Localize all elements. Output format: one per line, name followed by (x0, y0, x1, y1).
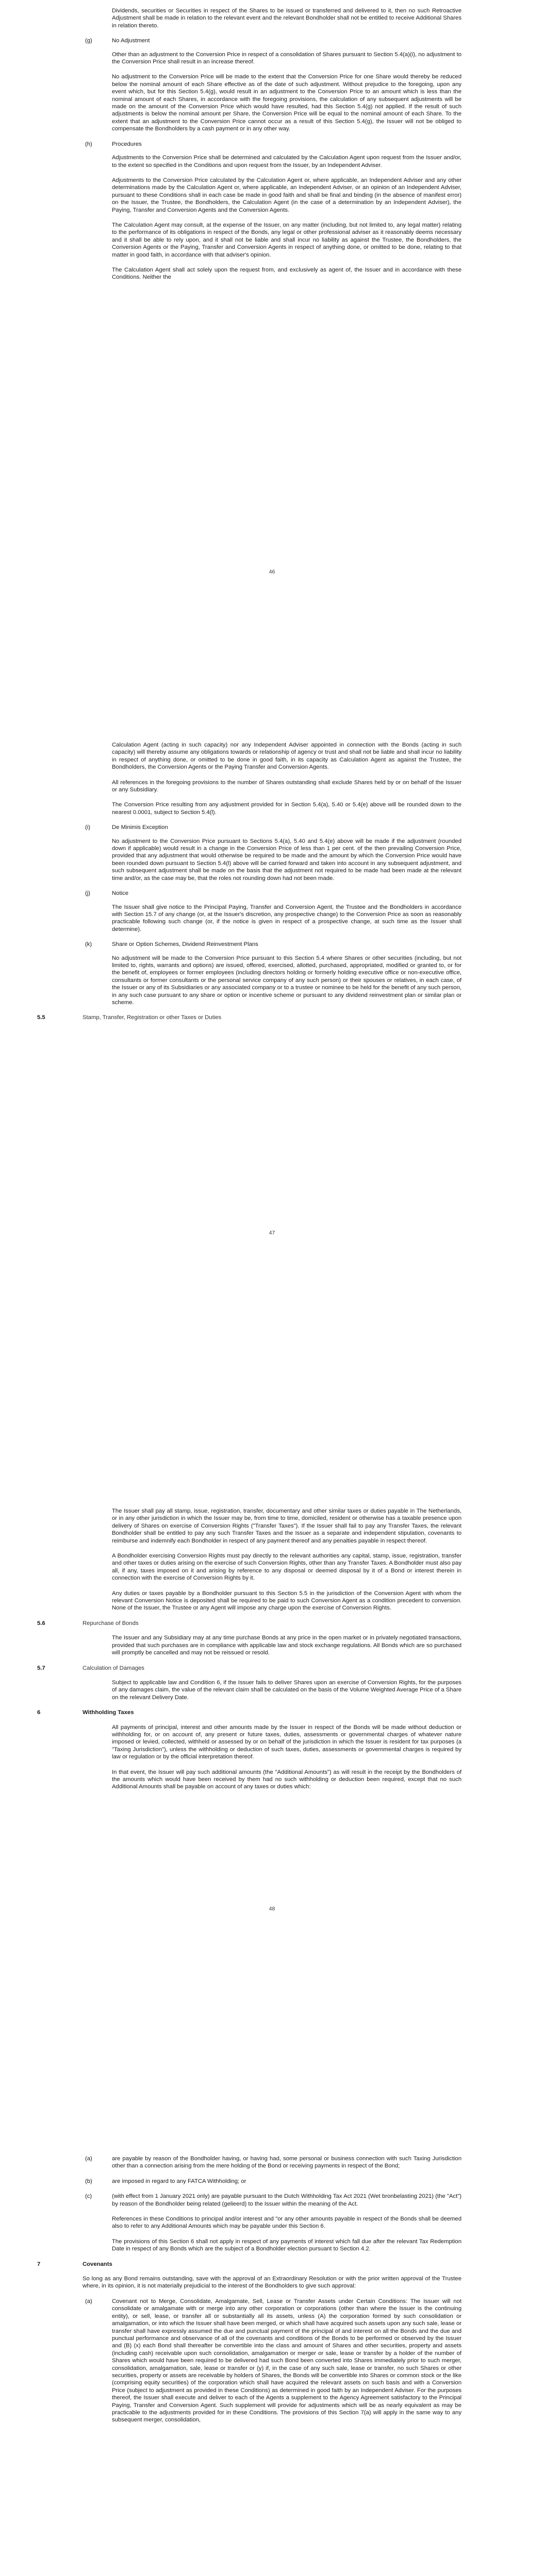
document-page-47 (0, 703, 544, 1406)
clause-title: Procedures (112, 141, 142, 147)
section-title: Stamp, Transfer, Registration or other Taxes or Duties (83, 1014, 222, 1021)
paragraph: The Calculation Agent shall act solely upon the request from, and exclusively as agent of, the Issuer and in accordance with these Conditions. Neither the (112, 266, 461, 281)
paragraph: Any duties or taxes payable by a Bondholder pursuant to this Section 5.5 in the jurisdiction of the Conversion Agent with whom the relevant Conversion Notice is deposited shall be required to be paid to such Conversion Agent as a condition precedent to conversion. None of the Issuer, the Trustee or any Agent will impose any charge upon the exercise of Conversion Rights. (112, 1590, 461, 1612)
section-number: 5.7 (37, 1665, 45, 1671)
paragraph: Adjustments to the Conversion Price calculated by the Calculation Agent or, where applicable, an Independent Adviser and any other determinations made by the Calculation Agent or, where applicable, an Independent Adviser, or an opinion of an Independent Adviser, pursuant to these Conditions shall in each case be made in good faith and shall be final and binding (in the absence of manifest error) on the Issuer, the Trustee, the Bondholders, the Calculation Agent (in the case of a determination by an Independent Adviser), the Paying, Transfer and Conversion Agents and the Conversion Agents. (112, 177, 461, 213)
paragraph: Other than an adjustment to the Conversion Price in respect of a consolidation of Shares pursuant to Section 5.4(a)(i), no adjustment to the Conversion Price shall result in an increase thereof. (112, 51, 461, 65)
clause-title: Share or Option Schemes, Dividend Reinvestment Plans (112, 941, 258, 948)
paragraph: All payments of principal, interest and other amounts made by the Issuer in respect of the Bonds will be made without deduction or withholding for, or on account of, any present or future taxes, duties, assessments or governmental charges of whatever nature imposed or levied, collected, withheld or assessed by or on behalf of the jurisdiction in which the Issuer is resident for tax purposes (a "Taxing Jurisdiction"), unless the withholding or deduction of such taxes, duties, assessments or governmental charges is required by law or regulation or by the official interpretation thereof. (112, 1724, 461, 1760)
clause-marker: (i) (85, 824, 91, 831)
paragraph: Subject to applicable law and Condition 6, if the Issuer fails to deliver Shares upon an exercise of Conversion Rights, for the purposes of any damages claim, the value of the relevant claim shall be calculated on the basis of the Volume Weighted Average Price of a Share on the relevant Delivery Date. (112, 1679, 461, 1701)
paragraph: are imposed in regard to any FATCA Withholding; or (112, 2178, 246, 2184)
clause-marker: (g) (85, 38, 92, 44)
page-number: 47 (269, 1230, 275, 1236)
paragraph: Covenant not to Merge, Consolidate, Amalgamate, Sell, Lease or Transfer Assets under Certain Conditions: The Issuer will not consolidate or amalgamate with or merge into any other corporation or corporations (other than where the Issuer is the continuing entity), or sell, lease, or transfer all or substantially all its assets, unless (A) the corporation formed by such consolidation or amalgamation, or into which the Issuer shall have been merged, or which shall have acquired such assets upon any such sale, lease or transfer shall have expressly assumed the due and punctual payment of the principal of and interest on all the Bonds and the due and punctual performance and observance of all of the covenants and conditions of the Bonds to be performed or observed by the Issuer and (B) (x) each Bond shall thereafter be convertible into the class and amount of Shares and other securities, property and assets (including cash) receivable upon such consolidation, amalgamation or merger or sale, lease or transfer by a holder of the number of Shares which would have been required to be delivered had such Bond been converted into Shares immediately prior to such merger, consolidation, amalgamation, sale, lease or transfer or (y) if, in the case of any such sale, lease or transfer, no such Shares or other securities, property or assets are receivable by holders of Shares, the Bonds will be convertible into Shares or common stock or the like (comprising equity securities) of the corporation which shall have acquired the relevant assets on such basis and with a Conversion Price (subject to adjustment as provided in these Conditions) as determined in good faith by an Independent Adviser. For the purposes thereof, the Issuer shall execute and deliver to each of the Agents a supplement to the Agency Agreement satisfactory to the Principal Paying, Transfer and Conversion Agent. Such supplement will provide for adjustments which will be as nearly equivalent as may be practicable to the adjustments provided for in these Conditions. The provisions of this Section 7(a) will apply in the same way to any subsequent merger, consolidation, (112, 2298, 461, 2424)
paragraph: Dividends, securities or Securities in respect of the Shares to be issued or transferred and delivered to it, then no such Retroactive Adjustment shall be made in relation to the relevant event and the relevant Bondholder shall not be entitled to receive Additional Shares in relation thereto. (112, 8, 461, 29)
paragraph: The Calculation Agent may consult, at the expense of the Issuer, on any matter (including, but not limited to, any legal matter) relating to the performance of its obligations in respect of the Bonds, any legal or other professional adviser as it reasonably deems necessary and it shall be able to rely upon, and it shall not be liable and shall incur no liability as against the Trustee, the Bondholders, the Conversion Agents or the Paying, Transfer and Conversion Agents in respect of anything done, or omitted to be done, relating to that matter in good faith, in accordance with that adviser's opinion. (112, 222, 461, 258)
clause-marker: (k) (85, 941, 92, 948)
paragraph: The Issuer and any Subsidiary may at any time purchase Bonds at any price in the open market or in privately negotiated transactions, provided that such purchases are in compliance with applicable law and stock exchange regulations. All Bonds which are so purchased will promptly be cancelled and may not be reissued or resold. (112, 1635, 461, 1656)
section-title: Withholding Taxes (83, 1709, 134, 1716)
paragraph: Calculation Agent (acting in such capacity) nor any Independent Adviser appointed in connection with the Bonds (acting in such capacity) will thereby assume any obligations towards or relationship of agency or trust and shall not be liable and shall incur no liability in respect of anything done, or omitted to be done in good faith, in its capacity as Calculation Agent as against the Trustee, the Bondholders, the Conversion Agents or the Paying Transfer and Conversion Agents. (112, 742, 461, 771)
list-item (83, 2193, 461, 2208)
paragraph: The Issuer shall give notice to the Principal Paying, Transfer and Conversion Agent, the Trustee and the Bondholders in accordance with Section 15.7 of any change (or, at the Issuer's discretion, any prospective change) to the Conversion Price as soon as reasonably practicable following such change (or, if the notice is given in respect of a prospective change, at such time as the Issuer shall determine). (112, 904, 461, 933)
section-number: 5.6 (37, 1620, 45, 1626)
document-page-49 (0, 2110, 544, 2576)
clause-heading (83, 890, 461, 897)
list-item (83, 2178, 461, 2185)
paragraph: The Conversion Price resulting from any adjustment provided for in Section 5.4(a), 5.40 or 5.4(e) above will be rounded down to the nearest 0.0001, subject to Section 5.4(l). (112, 802, 461, 816)
clause-title: De Minimis Exception (112, 824, 168, 831)
section-heading (37, 1620, 461, 1627)
section-heading (37, 1014, 461, 1021)
clause-marker: (h) (85, 141, 92, 147)
section-number: 7 (37, 2261, 41, 2267)
page-number: 48 (269, 1906, 275, 1912)
section-heading (37, 1665, 461, 1672)
item-marker: (c) (85, 2193, 92, 2200)
section-title: Calculation of Damages (83, 1665, 144, 1671)
section-heading (37, 1709, 461, 1716)
item-marker: (a) (85, 2298, 92, 2304)
document-page-48 (0, 1406, 544, 2110)
list-item (83, 2298, 461, 2424)
clause-heading (83, 824, 461, 831)
section-number: 6 (37, 1709, 41, 1716)
paragraph: In that event, the Issuer will pay such additional amounts (the "Additional Amounts") as will result in the receipt by the Bondholders of the amounts which would have been received by them had no such withholding or deduction been required, except that no such Additional Amounts shall be payable on account of any taxes or duties which: (112, 1769, 461, 1790)
section-title: Repurchase of Bonds (83, 1620, 139, 1626)
paragraph: No adjustment to the Conversion Price pursuant to Sections 5.4(a), 5.40 and 5.4(e) above will be made if the adjustment (rounded down if applicable) would result in a change in the Conversion Price of less than 1 per cent. of the then prevailing Conversion Price, provided that any adjustment that would otherwise be required to be made and the amount by which the Conversion Price would have been rounded down pursuant to Section 5.4(l) above will be carried forward and taken into account in any subsequent adjustment, and such subsequent adjustment shall be made on the basis that the adjustment not required to be made had been made at the relevant time and/or, as the case may be, that the roles not rounding down had not been made. (112, 838, 461, 882)
page-number: 46 (269, 569, 275, 575)
item-marker: (b) (85, 2178, 92, 2184)
paragraph: are payable by reason of the Bondholder having, or having had, some personal or business connection with such Taxing Jurisdiction other than a connection arising from the mere holding of the Bond or receiving payments in respect of the Bond; (112, 2156, 461, 2170)
paragraph: So long as any Bond remains outstanding, save with the approval of an Extraordinary Resolution or with the prior written approval of the Trustee where, in its opinion, it is not materially prejudicial to the interest of the Bondholders to give such approval: (83, 2276, 461, 2290)
paragraph: A Bondholder exercising Conversion Rights must pay directly to the relevant authorities any capital, stamp, issue, registration, transfer and other taxes or duties arising on the exercise of such Conversion Rights, other than any Transfer Taxes. A Bondholder must also pay all, if any, taxes imposed on it and arising by reference to any disposal or deemed disposal by it of a Bond or interest therein in connection with the exercise of Conversion Rights by it. (112, 1553, 461, 1582)
paragraph: References in these Conditions to principal and/or interest and "or any other amounts payable in respect of the Bonds shall be deemed also to refer to any Additional Amounts which may be payable under this Section 6. (112, 2216, 461, 2230)
clause-heading (83, 141, 461, 148)
clause-heading (83, 37, 461, 44)
paragraph: All references in the foregoing provisions to the number of Shares outstanding shall exclude Shares held by or on behalf of the Issuer or any Subsidiary. (112, 779, 461, 793)
document-page-46 (0, 0, 544, 703)
item-marker: (a) (85, 2156, 92, 2162)
clause-title: No Adjustment (112, 38, 150, 44)
paragraph: (with effect from 1 January 2021 only) are payable pursuant to the Dutch Withholding Tax Act 2021 (Wet bronbelasting 2021) (the "Act") by reason of the Bondholder being related (gelieerd) to the Issuer within the meaning of the Act. (112, 2193, 461, 2207)
paragraph: The Issuer shall pay all stamp, issue, registration, transfer, documentary and other similar taxes or duties payable in The Netherlands, or in any other jurisdiction in which the Issuer may be, from time to time, domiciled, resident or otherwise has a taxable presence upon delivery of Shares on exercise of Conversion Rights ("Transfer Taxes"). If the Issuer shall fail to pay any Transfer Taxes, the relevant Bondholder shall be entitled to pay any such Transfer Taxes and the Issuer as a separate and independent stipulation, covenants to reimburse and indemnify each Bondholder in respect of any payment thereof and any penalties payable in respect thereof. (112, 1508, 461, 1544)
section-heading (37, 2261, 461, 2268)
clause-marker: (j) (85, 890, 91, 897)
clause-title: Notice (112, 890, 129, 897)
paragraph: Adjustments to the Conversion Price shall be determined and calculated by the Calculation Agent upon request from the Issuer and/or, to the extent so specified in the Conditions and upon request from the Issuer, by an Independent Adviser. (112, 155, 461, 168)
clause-heading (83, 941, 461, 948)
section-number: 5.5 (37, 1014, 45, 1021)
section-title: Covenants (83, 2261, 112, 2267)
paragraph: The provisions of this Section 6 shall not apply in respect of any payments of interest which fall due after the relevant Tax Redemption Date in respect of any Bonds which are the subject of a Bondholder election pursuant to Section 4.2. (112, 2238, 461, 2252)
paragraph: No adjustment to the Conversion Price will be made to the extent that the Conversion Price for one Share would thereby be reduced below the nominal amount of each Share effective as of the date of such adjustment. Without prejudice to the foregoing, upon any event which, but for this Section 5.4(g), would result in an adjustment to the Conversion Price to an amount which is less than the nominal amount of each Shares, in accordance with the foregoing provisions, the calculation of any subsequent adjustments will be made on the amount of the Conversion Price which would have resulted, had this Section 5.4(g) not applied. If the result of such adjustments is below the nominal amount per Share, the Conversion Price will be equal to the nominal amount of each Share. To the extent that an adjustment to the Conversion Price cannot occur as a result of this Section 5.4(g), the Issuer will not be obliged to compensate the Bondholders by a cash payment or in any other way. (112, 74, 461, 132)
list-item (83, 2155, 461, 2170)
paragraph: No adjustment will be made to the Conversion Price pursuant to this Section 5.4 where Shares or other securities (including, but not limited to, rights, warrants and options) are issued, offered, exercised, allotted, purchased, appropriated, modified or granted to, or for the benefit of, employees or former employees (including directors holding or formerly holding executive office or non-executive office, consultants or former consultants or the personal service company of any such person) or their spouses or relatives, in each case, of the Issuer or any of its Subsidiaries or any associated company or to a trustee or nominee to be held for the benefit of any such person, in any such case pursuant to any share or option or incentive scheme or pursuant to any dividend reinvestment plan or similar plan or scheme. (112, 955, 461, 1006)
